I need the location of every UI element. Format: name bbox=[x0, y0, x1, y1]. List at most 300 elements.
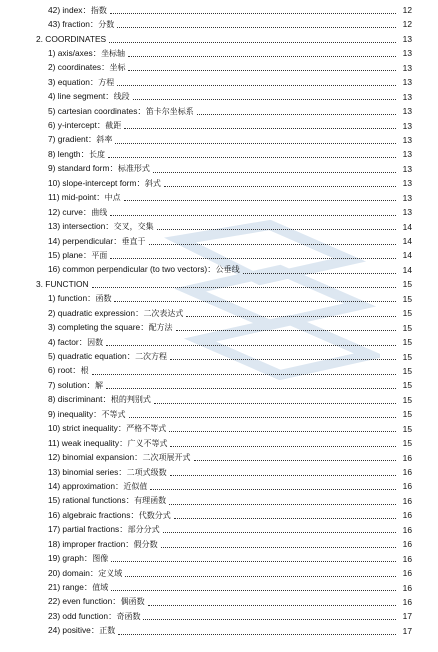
dot-leader bbox=[170, 359, 396, 360]
dot-leader bbox=[186, 316, 396, 317]
toc-entry-translation: 奇函数 bbox=[116, 611, 141, 621]
toc-entry-label bbox=[48, 176, 162, 191]
toc-entry-label bbox=[48, 609, 141, 624]
toc-entry-term: 3) equation bbox=[48, 76, 90, 87]
toc-entry-term: 16) common perpendicular (to two vectors) bbox=[48, 264, 208, 275]
toc-entry-term: 2. COORDINATES bbox=[36, 33, 107, 44]
toc-separator: ： bbox=[125, 495, 135, 506]
toc-entry[interactable] bbox=[0, 162, 438, 176]
toc-separator: ： bbox=[93, 408, 102, 419]
toc-separator: ： bbox=[80, 148, 89, 159]
toc-page-number: 13 bbox=[402, 178, 412, 189]
toc-entry-label bbox=[48, 465, 168, 480]
toc-page-number: 13 bbox=[402, 77, 412, 88]
toc-separator: ： bbox=[88, 134, 97, 145]
toc-entry-term: 6) y-intercept bbox=[48, 120, 97, 130]
toc-entry-label bbox=[48, 17, 115, 32]
toc-page-number: 16 bbox=[402, 524, 412, 535]
toc-entry-label bbox=[48, 407, 127, 422]
toc-separator: ： bbox=[92, 47, 102, 58]
toc-entry-label bbox=[48, 75, 115, 90]
toc-entry-term: 17) partial fractions bbox=[48, 524, 120, 535]
toc-entry-term: 9) inequality bbox=[48, 408, 94, 419]
toc-entry[interactable] bbox=[0, 61, 438, 75]
toc-entry-term: 12) curve bbox=[48, 206, 83, 217]
dot-leader bbox=[110, 258, 396, 259]
toc-entry-term: 19) graph bbox=[48, 553, 84, 564]
toc-page-number: 15 bbox=[402, 394, 412, 405]
toc-entry-translation: 分数 bbox=[98, 19, 115, 29]
toc-entry[interactable] bbox=[0, 422, 438, 436]
toc-entry-term: 20) domain bbox=[48, 567, 90, 578]
dot-leader bbox=[170, 446, 396, 447]
toc-entry-translation: 根的判别式 bbox=[110, 395, 151, 405]
toc-separator: ： bbox=[125, 538, 134, 549]
toc-entry-label bbox=[48, 580, 109, 595]
toc-entry-translation: 正数 bbox=[99, 626, 116, 636]
dot-leader bbox=[124, 200, 396, 201]
toc-page-number: 16 bbox=[402, 582, 412, 593]
dot-leader bbox=[114, 301, 396, 302]
toc-page-number: 14 bbox=[402, 264, 412, 275]
dot-leader bbox=[106, 345, 396, 346]
toc-page-number: 13 bbox=[402, 48, 412, 59]
toc-entry-translation: 线段 bbox=[113, 92, 130, 102]
dot-leader bbox=[163, 532, 396, 533]
toc-page-number: 16 bbox=[402, 495, 412, 506]
toc-entry-label bbox=[48, 46, 126, 61]
toc-page-number: 14 bbox=[402, 236, 412, 246]
dot-leader bbox=[174, 518, 396, 519]
toc-entry-label bbox=[48, 161, 151, 176]
toc-entry-translation: 坐标 bbox=[109, 63, 126, 73]
toc-entry-label bbox=[48, 623, 116, 638]
toc-entry-term: 8) length bbox=[48, 148, 81, 159]
toc-separator: ： bbox=[101, 62, 110, 73]
toc-entry-term: 21) range bbox=[48, 582, 84, 592]
toc-entry[interactable] bbox=[0, 191, 438, 205]
toc-separator: ： bbox=[108, 610, 117, 621]
toc-separator: ： bbox=[102, 394, 111, 405]
dot-leader bbox=[111, 561, 396, 562]
toc-entry[interactable] bbox=[0, 90, 438, 104]
toc-entry-translation: 笛卡尔坐标系 bbox=[145, 106, 194, 116]
toc-entry-label bbox=[48, 479, 148, 494]
toc-entry-label bbox=[48, 320, 174, 335]
toc-entry[interactable] bbox=[0, 595, 438, 609]
toc-entry-label bbox=[48, 493, 167, 508]
toc-entry[interactable] bbox=[0, 234, 438, 248]
toc-section[interactable] bbox=[0, 32, 438, 46]
toc-page-number: 17 bbox=[402, 625, 412, 636]
toc-entry-term: 18) improper fraction bbox=[48, 538, 126, 549]
toc-separator: ： bbox=[119, 437, 128, 448]
toc-entry-translation: 二次表达式 bbox=[143, 308, 184, 318]
toc-entry-label bbox=[48, 147, 106, 162]
toc-page-number: 13 bbox=[402, 149, 412, 160]
toc-page-number: 14 bbox=[402, 221, 412, 232]
toc-separator: ： bbox=[118, 466, 127, 477]
toc-separator: ： bbox=[207, 264, 216, 275]
toc-entry-translation: 指数 bbox=[90, 5, 107, 15]
toc-entry-term: 10) strict inequality bbox=[48, 423, 118, 434]
toc-entry[interactable] bbox=[0, 292, 438, 306]
toc-entry-label bbox=[48, 219, 155, 234]
toc-separator: ： bbox=[86, 379, 96, 390]
toc-entry[interactable] bbox=[0, 3, 438, 17]
toc-separator: ： bbox=[72, 365, 81, 376]
toc-page-number: 13 bbox=[402, 106, 412, 117]
toc-entry[interactable] bbox=[0, 523, 438, 537]
toc-entry-term: 23) odd function bbox=[48, 610, 109, 621]
toc-page-number: 15 bbox=[402, 380, 412, 391]
toc-entry[interactable] bbox=[0, 75, 438, 89]
toc-page-number: 15 bbox=[402, 409, 412, 420]
toc-separator: ： bbox=[90, 625, 100, 636]
toc-entry-translation: 二项式级数 bbox=[126, 467, 167, 477]
toc-entry-label bbox=[48, 392, 152, 407]
toc-page-number: 16 bbox=[402, 553, 412, 564]
toc-entry-term: 7) solution bbox=[48, 379, 87, 390]
dot-leader bbox=[169, 504, 396, 505]
dot-leader bbox=[117, 85, 396, 86]
dot-leader bbox=[154, 403, 396, 404]
toc-page-number: 13 bbox=[402, 207, 412, 218]
toc-entry-term: 1) function bbox=[48, 293, 88, 304]
toc-entry-term: 15) plane bbox=[48, 249, 83, 260]
toc-entry-translation: 假分数 bbox=[133, 539, 158, 549]
toc-entry-translation: 严格不等式 bbox=[126, 424, 167, 434]
toc-entry[interactable] bbox=[0, 263, 438, 277]
toc-entry-term: 7) gradient bbox=[48, 134, 89, 145]
toc-page-number: 13 bbox=[402, 62, 412, 73]
toc-entry[interactable] bbox=[0, 508, 438, 522]
dot-leader bbox=[157, 229, 396, 230]
toc-section[interactable] bbox=[0, 277, 438, 291]
toc-entry-translation: 因数 bbox=[87, 337, 104, 347]
toc-entry-translation: 广义不等式 bbox=[127, 438, 168, 448]
toc-entry-label bbox=[48, 378, 104, 393]
toc-entry[interactable] bbox=[0, 465, 438, 479]
toc-separator: ： bbox=[78, 336, 88, 347]
toc-entry-term: 12) binomial expansion bbox=[48, 452, 135, 463]
toc-page-number: 13 bbox=[402, 134, 412, 145]
dot-leader bbox=[118, 634, 396, 635]
toc-entry-translation: 斜率 bbox=[96, 135, 113, 145]
dot-leader bbox=[92, 374, 396, 375]
toc-entry[interactable] bbox=[0, 552, 438, 566]
toc-separator: ： bbox=[82, 249, 92, 260]
toc-separator: ： bbox=[83, 582, 93, 592]
toc-entry-translation: 平面 bbox=[91, 250, 108, 260]
toc-entry-label bbox=[48, 450, 192, 465]
toc-page-number: 16 bbox=[402, 568, 412, 579]
toc-separator: ： bbox=[115, 480, 124, 491]
toc-entry[interactable] bbox=[0, 378, 438, 392]
dot-leader bbox=[176, 330, 396, 331]
toc-page-number: 16 bbox=[402, 510, 412, 521]
toc-page-number: 12 bbox=[402, 19, 412, 30]
toc-entry-label bbox=[48, 508, 172, 523]
toc-entry-translation: 偶函数 bbox=[120, 597, 145, 607]
toc-page-number: 15 bbox=[402, 279, 412, 290]
toc-entry-term: 43) fraction bbox=[48, 18, 90, 29]
toc-entry-label bbox=[48, 537, 159, 552]
toc-entry-label bbox=[48, 291, 112, 306]
toc-entry[interactable] bbox=[0, 566, 438, 580]
toc-separator: ： bbox=[130, 509, 139, 520]
toc-entry-term: 42) index bbox=[48, 4, 83, 15]
toc-entry-label bbox=[48, 190, 122, 205]
toc-entry-term: 11) weak inequality bbox=[48, 437, 120, 448]
toc-page-number: 15 bbox=[402, 351, 412, 362]
dot-leader bbox=[161, 547, 396, 548]
toc-separator: ： bbox=[82, 4, 91, 15]
toc-entry-label bbox=[48, 118, 122, 133]
toc-entry-label bbox=[48, 421, 167, 436]
toc-entry-translation: 部分分式 bbox=[127, 525, 160, 535]
dot-leader bbox=[117, 27, 396, 28]
toc-entry-term: 14) approximation bbox=[48, 480, 116, 491]
toc-entry-label bbox=[48, 104, 195, 119]
dot-leader bbox=[92, 287, 396, 288]
toc-page-number: 15 bbox=[402, 337, 412, 348]
toc-entry[interactable] bbox=[0, 176, 438, 190]
toc-entry[interactable] bbox=[0, 119, 438, 133]
toc-entry-term: 24) positive bbox=[48, 625, 91, 636]
toc-entry[interactable] bbox=[0, 537, 438, 551]
toc-entry[interactable] bbox=[0, 407, 438, 421]
toc-entry-term: 4) line segment bbox=[48, 91, 106, 102]
toc-page-number: 15 bbox=[402, 438, 412, 449]
toc-entry-translation: 长度 bbox=[88, 149, 105, 159]
dot-leader bbox=[169, 431, 396, 432]
toc-entry-term: 16) algebraic fractions bbox=[48, 509, 131, 520]
toc-entry-translation: 曲线 bbox=[91, 207, 108, 217]
toc-entry-label bbox=[48, 335, 104, 350]
toc-entry[interactable] bbox=[0, 220, 438, 234]
toc-separator: ： bbox=[96, 120, 106, 130]
toc-entry-term: 5) quadratic equation bbox=[48, 351, 127, 361]
toc-entry-translation: 定义域 bbox=[98, 568, 123, 578]
toc-entry-label bbox=[48, 248, 108, 263]
toc-page-number: 16 bbox=[402, 481, 412, 492]
toc-entry[interactable] bbox=[0, 436, 438, 450]
toc-page-number: 13 bbox=[402, 163, 412, 174]
dot-leader bbox=[149, 244, 396, 245]
toc-entry-label bbox=[36, 277, 90, 291]
toc-entry-label bbox=[48, 551, 109, 566]
toc-entry-term: 9) standard form bbox=[48, 163, 110, 174]
toc-entry-translation: 解 bbox=[95, 380, 104, 390]
toc-entry-term: 10) slope-intercept form bbox=[48, 177, 137, 188]
toc-separator: ： bbox=[135, 307, 144, 318]
dot-leader bbox=[243, 273, 396, 274]
toc-separator: ： bbox=[136, 177, 145, 188]
toc-entry-label bbox=[36, 32, 107, 46]
toc-separator: ： bbox=[112, 596, 121, 607]
toc-entry-label bbox=[48, 234, 147, 249]
toc-entry-term: 3) completing the square bbox=[48, 322, 141, 333]
toc-entry-translation: 近似值 bbox=[123, 481, 148, 491]
toc-entry-translation: 斜式 bbox=[144, 178, 161, 188]
toc-separator: ： bbox=[89, 76, 99, 87]
toc-entry-term: 3. FUNCTION bbox=[36, 279, 89, 290]
dot-leader bbox=[110, 215, 396, 216]
toc-entry[interactable] bbox=[0, 451, 438, 465]
toc-entry-translation: 二次方程 bbox=[135, 352, 168, 361]
toc-entry[interactable] bbox=[0, 494, 438, 508]
toc-entry-translation: 垂直于 bbox=[121, 236, 146, 246]
toc-entry-label bbox=[48, 60, 126, 75]
dot-leader bbox=[124, 128, 396, 129]
toc-entry-term: 4) factor bbox=[48, 336, 79, 347]
toc-page-number: 14 bbox=[402, 250, 412, 261]
toc-separator: ： bbox=[119, 524, 128, 535]
toc-page-number: 15 bbox=[402, 423, 412, 434]
toc-entry-term: 2) coordinates bbox=[48, 62, 102, 73]
toc-separator: ： bbox=[105, 221, 114, 232]
dot-leader bbox=[133, 99, 396, 100]
toc-separator: ： bbox=[109, 163, 118, 174]
toc-entry-translation: 交叉，交集 bbox=[113, 222, 154, 232]
dot-leader bbox=[143, 619, 396, 620]
toc-page-number: 16 bbox=[402, 452, 412, 463]
toc-page-number: 12 bbox=[402, 5, 412, 15]
toc-separator: ： bbox=[96, 192, 105, 203]
toc-entry[interactable] bbox=[0, 248, 438, 262]
toc-entry[interactable] bbox=[0, 205, 438, 219]
toc-separator: ： bbox=[83, 553, 93, 564]
dot-leader bbox=[110, 13, 396, 14]
toc-entry[interactable] bbox=[0, 624, 438, 638]
toc-entry-label bbox=[48, 436, 168, 451]
dot-leader bbox=[170, 475, 396, 476]
toc-entry-label bbox=[48, 306, 184, 321]
toc-separator: ： bbox=[82, 206, 92, 217]
dot-leader bbox=[194, 460, 396, 461]
toc-entry-translation: 图像 bbox=[92, 554, 109, 564]
toc-entry[interactable] bbox=[0, 364, 438, 378]
dot-leader bbox=[128, 56, 396, 57]
toc-entry-translation: 公垂线 bbox=[215, 265, 240, 275]
toc-entry-translation: 根 bbox=[80, 366, 89, 376]
toc-entry-term: 5) cartesian coordinates bbox=[48, 105, 138, 116]
toc-entry-translation: 值域 bbox=[92, 583, 109, 592]
toc-entry[interactable] bbox=[0, 321, 438, 335]
dot-leader bbox=[109, 42, 396, 43]
toc-entry[interactable] bbox=[0, 335, 438, 349]
toc-page-number: 16 bbox=[402, 596, 412, 607]
dot-leader bbox=[125, 576, 396, 577]
toc-separator: ： bbox=[105, 91, 114, 102]
toc-entry-term: 14) perpendicular bbox=[48, 235, 114, 246]
toc-page-number: 16 bbox=[402, 539, 412, 550]
toc-entry-term: 13) intersection bbox=[48, 221, 106, 232]
toc-entry-term: 1) axis/axes bbox=[48, 47, 93, 58]
toc-separator: ： bbox=[117, 423, 127, 434]
toc-separator: ： bbox=[89, 567, 99, 578]
toc-entry-label bbox=[48, 132, 113, 147]
toc-entry[interactable] bbox=[0, 147, 438, 161]
toc-page-number: 15 bbox=[402, 322, 412, 333]
dot-leader bbox=[164, 186, 396, 187]
toc-entry-term: 2) quadratic expression bbox=[48, 307, 136, 318]
toc-entry-label bbox=[48, 89, 131, 104]
toc-entry-label bbox=[48, 594, 146, 609]
dot-leader bbox=[129, 417, 396, 418]
toc-entry-label bbox=[48, 566, 123, 581]
dot-leader bbox=[153, 172, 396, 173]
toc-entry-label bbox=[48, 262, 241, 277]
toc-entry-translation: 标准形式 bbox=[117, 164, 150, 174]
toc-entry-term: 8) discriminant bbox=[48, 394, 103, 405]
toc-separator: ： bbox=[134, 452, 143, 463]
dot-leader bbox=[115, 143, 396, 144]
toc-entry[interactable] bbox=[0, 479, 438, 493]
dot-leader bbox=[108, 157, 396, 158]
toc-entry-translation: 配方法 bbox=[148, 323, 173, 333]
toc-page-number: 16 bbox=[402, 467, 412, 477]
dot-leader bbox=[148, 605, 396, 606]
toc-entry-label bbox=[48, 3, 108, 18]
toc-entry-label bbox=[48, 349, 168, 364]
toc-separator: ： bbox=[87, 293, 96, 304]
toc-entry[interactable] bbox=[0, 104, 438, 118]
toc-entry[interactable] bbox=[0, 46, 438, 60]
toc-entry-term: 11) mid-point bbox=[48, 192, 97, 203]
toc-page-number: 13 bbox=[402, 120, 412, 131]
toc-entry[interactable] bbox=[0, 609, 438, 623]
toc-page-number: 15 bbox=[402, 308, 412, 319]
toc-entry[interactable] bbox=[0, 306, 438, 320]
toc-entry-translation: 中点 bbox=[104, 193, 121, 203]
toc-entry-translation: 代数分式 bbox=[138, 510, 171, 520]
toc-entry-translation: 方程 bbox=[98, 77, 115, 87]
toc-entry[interactable] bbox=[0, 17, 438, 31]
toc-entry-translation: 不等式 bbox=[101, 409, 126, 419]
toc-entry-translation: 函数 bbox=[95, 294, 112, 304]
toc-page-number: 15 bbox=[402, 365, 412, 376]
toc-separator: ： bbox=[126, 351, 136, 361]
toc-entry-translation: 截距 bbox=[105, 121, 122, 130]
toc-entry-translation: 二次项展开式 bbox=[142, 453, 191, 463]
toc-entry[interactable] bbox=[0, 133, 438, 147]
toc-page-number: 13 bbox=[402, 192, 412, 203]
toc-separator: ： bbox=[113, 235, 122, 246]
toc-separator: ： bbox=[89, 18, 99, 29]
toc-entry-translation: 坐标轴 bbox=[101, 48, 126, 58]
dot-leader bbox=[150, 489, 396, 490]
toc-entry-label bbox=[48, 522, 161, 537]
toc-entry-term: 13) binomial series bbox=[48, 466, 119, 477]
toc-page-number: 15 bbox=[402, 293, 412, 304]
toc-entry-translation: 有理函数 bbox=[134, 496, 167, 506]
toc-entry-label bbox=[48, 205, 108, 220]
dot-leader bbox=[197, 114, 396, 115]
toc-page-number: 13 bbox=[402, 91, 412, 102]
toc-entry[interactable] bbox=[0, 581, 438, 595]
toc-entry-label bbox=[48, 363, 90, 378]
toc-entry[interactable] bbox=[0, 350, 438, 364]
toc-page-number: 13 bbox=[402, 33, 412, 44]
toc-entry-term: 22) even function bbox=[48, 596, 113, 607]
toc-entry-term: 6) root bbox=[48, 365, 73, 376]
dot-leader bbox=[106, 388, 396, 389]
toc-separator: ： bbox=[137, 105, 146, 116]
dot-leader bbox=[128, 70, 396, 71]
toc-entry[interactable] bbox=[0, 393, 438, 407]
